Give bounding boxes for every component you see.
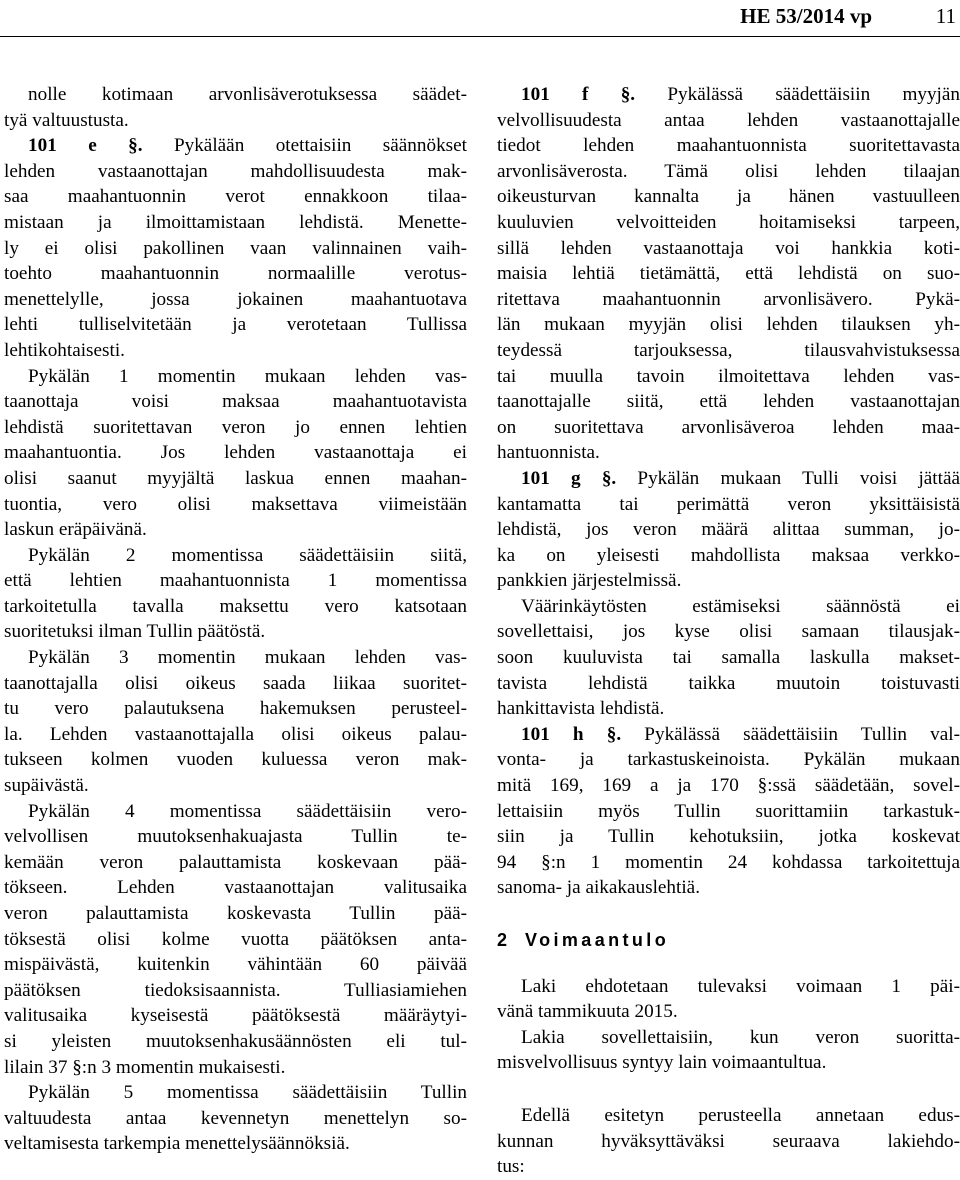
line-text: arvonlisäverosta. Tämä olisi lehden tilaajan [497,160,960,182]
text-line [4,1055,467,1081]
text-line [4,747,467,773]
line-text: veltamisesta tarkempia menettelysäännöksiä. [4,1133,350,1155]
paragraph [497,466,960,594]
line-text: ly ei olisi pakollinen vaan valinnainen vaih- [4,237,467,259]
line-text: Väärinkäytösten estämiseksi säännöstä ei [521,595,960,617]
line-text: töksestä olisi kolme vuotta päätöksen anta- [4,928,467,950]
line-text: taanottajalla olisi oikeus saada liikaa suoritet- [4,672,467,694]
text-line [497,773,960,799]
text-line [4,978,467,1004]
paragraph [497,722,960,901]
line-text: maisia lehtiä tietämättä, että lehdistä on suo- [497,263,960,285]
line-text: laskun eräpäivänä. [4,519,147,541]
line-text: hantuonnista. [497,442,600,464]
text-line [497,1050,960,1076]
line-text: mistaan ja ilmoittamistaan lehdistä. Menette- [4,211,467,233]
text-line [497,875,960,901]
section-number: 101 g §. [521,467,617,489]
text-line [497,722,960,748]
line-text: 94 §:n 1 momentin 24 kohdassa tarkoitettuja [497,851,960,873]
line-text: Laki ehdotetaan tulevaksi voimaan 1 päi- [521,975,960,997]
text-line [497,671,960,697]
text-line [497,799,960,825]
text-line [4,1131,467,1157]
paragraph [4,645,467,799]
text-line [4,850,467,876]
text-line [497,824,960,850]
text-line [497,236,960,262]
line-text: lehdistä, jos veron määrä alittaa summan, jo- [497,519,960,541]
line-text: la. Lehden vastaanottajalla olisi oikeus palau- [4,723,467,745]
text-line [497,568,960,594]
section-number: 101 h §. [521,723,622,745]
text-line [497,261,960,287]
text-line [4,543,467,569]
line-text: sanoma- ja aikakauslehtiä. [497,877,700,899]
text-line [497,364,960,390]
text-line [497,594,960,620]
text-line [497,974,960,1000]
line-text: oikeusturvan kannalta ja hänen vastuulleen [497,186,960,208]
text-line [4,389,467,415]
line-text: maahantuontia. Jos lehden vastaanottaja ei [4,442,467,464]
text-line [4,466,467,492]
paragraph [497,1103,960,1180]
line-text: pankkien järjestelmissä. [497,570,682,592]
paragraph [497,1025,960,1076]
line-text: supäivästä. [4,775,89,797]
text-line [497,850,960,876]
line-text: tiedot lehden maahantuonnista suoritettavasta [497,135,960,157]
paragraph [4,364,467,543]
text-line [4,875,467,901]
line-text: misvelvollisuus syntyy lain voimaantultua. [497,1052,827,1074]
line-text: si yleisten muutoksenhakusäännösten eli tul- [4,1030,467,1052]
text-line [4,184,467,210]
line-text: tus: [497,1156,525,1178]
line-text: veron palauttamista koskevasta Tullin pää- [4,903,467,924]
text-line [497,696,960,722]
line-text: Pykälässä säädettäisiin myyjän [635,84,960,105]
text-line [497,184,960,210]
text-line [4,1106,467,1132]
text-line [497,108,960,134]
text-line [4,261,467,287]
text-line [497,543,960,569]
text-line [4,568,467,594]
text-line [497,440,960,466]
line-text: län mukaan myyjän olisi lehden tilauksen yh- [497,314,960,336]
text-line [497,619,960,645]
text-line [4,287,467,313]
text-line [497,645,960,671]
line-text: toehto maahantuonnin normaalille verotus- [4,263,467,285]
line-text: soon kuuluvista tai samalla laskulla makset- [497,647,960,669]
text-line [4,722,467,748]
line-text: siin ja Tullin kehotuksiin, jotka koskevat [497,826,960,848]
line-text: tuontia, vero olisi maksettava viimeistään [4,493,467,515]
line-text: hankittavista lehdistä. [497,698,665,720]
paragraph [497,82,960,466]
line-text: tu vero palautuksena hakemuksen perusteel- [4,698,467,720]
line-text: sillä lehden vastaanottaja voi hankkia koti- [497,237,960,259]
text-line [497,210,960,236]
line-text: kantamatta tai perimättä veron yksittäisistä [497,493,960,515]
line-text: vonta- ja tarkastuskeinoista. Pykälän mukaan [497,749,960,771]
document-id: HE 53/2014 vp [740,4,872,28]
text-line [4,799,467,825]
line-text: että lehtien maahantuonnista 1 momentissa [4,570,467,592]
line-text: lehden vastaanottajan mahdollisuudesta mak- [4,160,467,182]
line-text: kunnan hyväksyttäväksi seuraava lakiehdo- [497,1130,960,1152]
left-column [4,82,467,1157]
text-line [4,773,467,799]
text-line [4,108,467,134]
text-line [4,824,467,850]
line-text: Lakia sovellettaisiin, kun veron suoritta- [521,1026,960,1048]
line-text: Pykälässä säädettäisiin Tullin val- [621,723,960,745]
line-text: lilain 37 §:n 3 momentin mukaisesti. [4,1056,286,1078]
text-line [4,901,467,927]
line-text: taanottaja voisi maksaa maahantuotavista [4,391,467,413]
section-heading-text: Voimaantulo [525,930,670,950]
line-text: tyä valtuustusta. [4,109,129,131]
line-text: Pykälään otettaisiin säännökset [142,135,467,157]
text-line [497,1025,960,1051]
line-text: tukseen kolmen vuoden kuluessa veron mak- [4,749,467,771]
line-text: tarkoitetulla tavalla maksettu vero katsotaan [4,595,467,617]
text-line [4,210,467,236]
line-text: Edellä esitetyn perusteella annetaan edus- [521,1104,960,1126]
text-line [4,927,467,953]
page-number: 11 [935,4,956,28]
line-text: kemään veron palauttamista koskevaan pää- [4,851,467,873]
line-text: ritettava maahantuonnin arvonlisävero. Pykä- [497,288,960,310]
section-heading-number: 2 [497,930,508,950]
text-line [4,364,467,390]
running-header [0,0,960,37]
paragraph [4,82,467,133]
text-line [497,82,960,108]
text-line [4,236,467,262]
text-line [4,82,467,108]
line-text: velvollisuudesta antaa lehden vastaanottajalle [497,109,960,131]
line-text: tavista lehdistä taikka muutoin toistuvasti [497,672,960,694]
text-line [497,1103,960,1129]
line-text: nolle kotimaan arvonlisäverotuksessa säädet- [28,84,467,105]
line-text: tai muulla tavoin ilmoitettava lehden vas- [497,365,960,387]
section-number: 101 e §. [28,135,143,157]
text-line [4,952,467,978]
line-text: lehdistä suoritettavan veron jo ennen lehtien [4,416,467,438]
paragraph [497,974,960,1025]
line-text: lehtikohtaisesti. [4,339,125,361]
text-line [497,389,960,415]
text-line [497,517,960,543]
text-line [497,338,960,364]
text-line [497,159,960,185]
line-text: menettelylle, jossa jokainen maahantuotava [4,288,467,310]
line-text: vänä tammikuuta 2015. [497,1001,678,1023]
text-line [4,312,467,338]
text-line [4,440,467,466]
text-line [4,645,467,671]
line-text: on suoritettava arvonlisäveroa lehden maa- [497,416,960,438]
text-line [4,338,467,364]
line-text: päätöksen tiedoksisaannista. Tulliasiamiehen [4,979,467,1001]
line-text: saa maahantuonnin verot ennakkoon tilaa- [4,186,467,208]
text-line [4,594,467,620]
line-text: valtuudesta antaa kevennetyn menettelyn so- [4,1107,467,1129]
text-line [4,415,467,441]
text-line [497,492,960,518]
line-text: mitä 169, 169 a ja 170 §:ssä säädetään, sovel- [497,775,960,797]
text-line [4,619,467,645]
paragraph-gap [497,1076,960,1103]
text-line [4,1029,467,1055]
text-line [4,671,467,697]
section-heading [497,928,960,954]
line-text: ka on yleisesti mahdollista maksaa verkko- [497,544,960,566]
line-text: lehti tulliselvitetään ja verotetaan Tullissa [4,314,467,336]
text-line [497,747,960,773]
text-line [4,159,467,185]
line-text: valitusaika kyseisestä päätöksestä määräytyi- [4,1005,467,1027]
line-text: Pykälän mukaan Tulli voisi jättää [616,467,960,489]
text-line [497,133,960,159]
line-text: olisi saanut myyjältä laskua ennen maahan- [4,467,467,489]
line-text: Pykälän 5 momentissa säädettäisiin Tullin [28,1082,467,1104]
text-line [497,287,960,313]
line-text: taanottajalle siitä, että lehden vastaanottajan [497,391,960,413]
paragraph [4,543,467,645]
text-line [497,415,960,441]
line-text: Pykälän 4 momentissa säädettäisiin vero- [28,800,467,822]
section-number: 101 f §. [521,84,636,105]
text-line [497,1129,960,1155]
paragraph [497,594,960,722]
line-text: Pykälän 2 momentissa säädettäisiin siitä, [28,544,467,566]
text-line [4,517,467,543]
line-text: teydessä tarjouksessa, tilausvahvistuksessa [497,339,960,361]
line-text: tökseen. Lehden vastaanottajan valitusaika [4,877,467,899]
text-line [4,1003,467,1029]
line-text: lettaisiin myös Tullin suorittamiin tarkastuk- [497,800,960,822]
line-text: suoritetuksi ilman Tullin päätöstä. [4,621,266,643]
line-text: Pykälän 1 momentin mukaan lehden vas- [28,365,467,387]
line-text: kuuluvien velvoitteiden hoitamiseksi tarpeen, [497,211,960,233]
text-line [497,999,960,1025]
paragraph [4,1080,467,1157]
text-line [497,466,960,492]
right-column [497,82,960,1180]
text-line [4,492,467,518]
line-text: Pykälän 3 momentin mukaan lehden vas- [28,647,467,669]
text-line [4,696,467,722]
text-line [4,1080,467,1106]
line-text: sovellettaisi, jos kyse olisi samaan tilausjak- [497,621,960,643]
line-text: mispäivästä, kuitenkin vähintään 60 päivää [4,954,467,976]
paragraph [4,133,467,363]
line-text: velvollisen muutoksenhakuajasta Tullin te- [4,826,467,848]
text-line [4,133,467,159]
text-line [497,312,960,338]
paragraph [4,799,467,1081]
